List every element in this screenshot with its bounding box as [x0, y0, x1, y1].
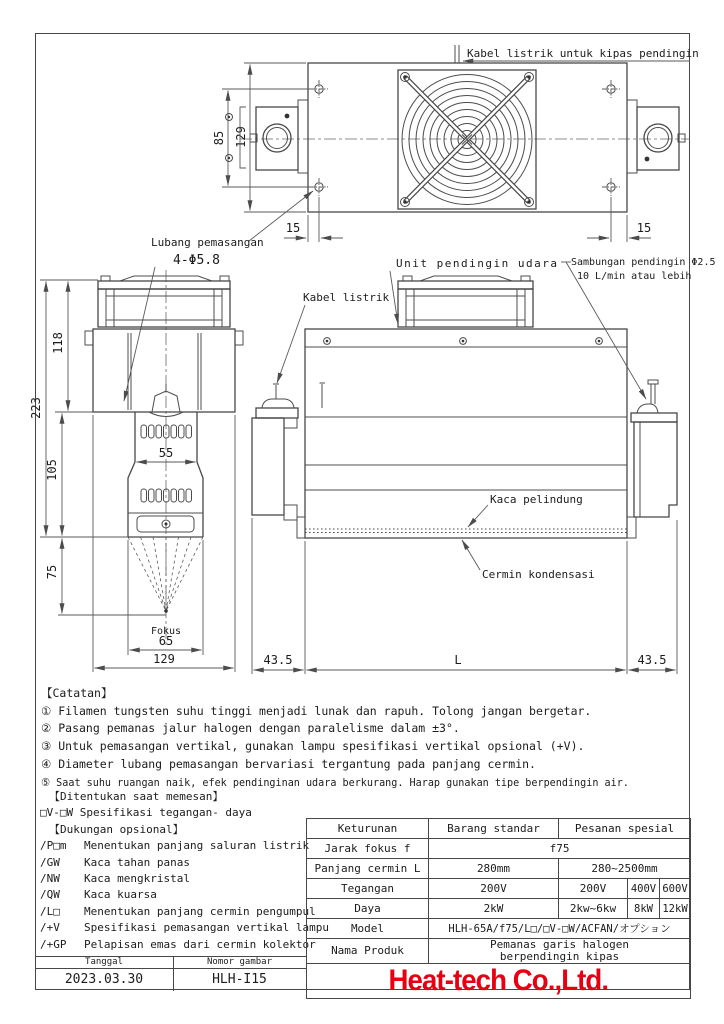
- date-label: Tanggal: [85, 957, 123, 967]
- spec-power-standard: 2kW: [429, 899, 559, 919]
- focus-label: Fokus: [150, 626, 182, 637]
- cooling-unit-label: Unit pendingin udara: [396, 257, 559, 270]
- order-title: 【Ditentukan saat memesan】: [49, 790, 224, 803]
- spec-power-sp2: 8kW: [628, 899, 660, 919]
- date-value: 2023.03.30: [64, 972, 144, 987]
- dim-L: L: [454, 653, 462, 667]
- option-row: [40, 920, 330, 936]
- spec-mirror-standard: 280mm: [429, 859, 559, 879]
- glass-label: Kaca pelindung: [490, 493, 583, 506]
- product-name-line1: Pemanas garis halogen: [489, 938, 630, 951]
- dim-129-top: 129: [234, 126, 248, 148]
- option-code: /+GP: [40, 937, 67, 951]
- dim-43-5-right: 43.5: [637, 653, 667, 667]
- spec-product-label: Nama Produk: [307, 939, 429, 964]
- dim-105: 105: [45, 459, 59, 481]
- dim-223: 223: [29, 397, 43, 419]
- dim-15-left: 15: [285, 221, 301, 235]
- spec-mirror-label: Panjang cermin L: [307, 859, 429, 879]
- spec-voltage-sp2: 400V: [628, 879, 660, 899]
- dim-118: 118: [51, 332, 65, 354]
- product-name-line2: berpendingin kipas: [499, 950, 620, 963]
- option-text: Menentukan panjang saluran listrik: [84, 839, 310, 853]
- dim-85: 85: [212, 130, 226, 146]
- option-text: Kaca tahan panas: [84, 855, 190, 869]
- drawing-number-value: HLH-I15: [212, 972, 267, 987]
- option-text: Kaca kuarsa: [84, 888, 157, 902]
- spec-focal-value: f75: [429, 839, 691, 859]
- note-item: ④ Diameter lubang pemasangan bervariasi tergantung pada panjang cermin.: [41, 756, 536, 771]
- right-connector: [631, 380, 677, 517]
- fan-grille-icon: [398, 70, 536, 209]
- option-row: [40, 937, 316, 953]
- mounting-hole-size-label: 4-Φ5.8: [173, 253, 220, 268]
- spec-header-standard: Barang standar: [429, 819, 559, 839]
- screw-dot: [285, 114, 290, 119]
- spec-header-type: Keturunan: [307, 819, 429, 839]
- company-logo: [307, 964, 691, 999]
- title-block: [35, 956, 306, 991]
- dim-75: 75: [45, 564, 59, 580]
- dim-65: 65: [158, 634, 174, 648]
- option-code: /QW: [40, 888, 60, 902]
- note-item: ② Pasang pemanas jalur halogen dengan paralelisme dalam ±3°.: [41, 721, 460, 736]
- mounting-hole-label: Lubang pemasangan: [151, 236, 264, 249]
- options-section: [40, 789, 330, 953]
- option-row: [40, 855, 304, 871]
- coolant-label-1: Sambungan pendingin Φ2.5: [571, 257, 716, 268]
- dim-43-5-left: 43.5: [263, 653, 293, 667]
- option-text: Kaca mengkristal: [84, 872, 190, 886]
- option-text: Menentukan panjang cermin pengumpul: [84, 904, 316, 918]
- spec-model-label: Model: [307, 919, 429, 939]
- option-row: [40, 871, 304, 887]
- option-code: /+V: [40, 921, 60, 935]
- mirror-label: Cermin kondensasi: [482, 568, 595, 581]
- front-view: [252, 257, 716, 674]
- order-item: □V-□W Spesifikasi tegangan- daya: [40, 806, 252, 820]
- dim-15-right: 15: [636, 221, 652, 235]
- drawing-number-label: Nomor gambar: [206, 957, 273, 967]
- spec-power-sp1: 2kw~6kw: [559, 899, 628, 919]
- option-row: [40, 887, 304, 903]
- optional-title: 【Dukungan opsional】: [49, 822, 184, 836]
- option-code: /P□m: [40, 839, 67, 853]
- option-code: /GW: [40, 855, 60, 869]
- spec-table: [306, 818, 691, 999]
- spec-voltage-sp1: 200V: [559, 879, 628, 899]
- option-text: Pelapisan emas dari cermin kolektor: [84, 937, 316, 951]
- spec-voltage-sp3: 600V: [660, 879, 691, 899]
- option-row: [40, 904, 316, 920]
- note-item: ① Filamen tungsten suhu tinggi menjadi lunak dan rapuh. Tolong jangan bergetar.: [41, 703, 592, 718]
- notes-section: [41, 685, 689, 791]
- power-cable-label: Kabel listrik: [303, 291, 390, 304]
- note-item: ⑤ Saat suhu ruangan naik, efek pendinginan udara berkurang. Harap gunakan tipe berpendingin air.: [41, 775, 629, 789]
- top-screws: [324, 338, 603, 345]
- option-code: /L□: [40, 904, 60, 918]
- dim-129-side: 129: [153, 652, 175, 666]
- spec-model-value: HLH-65A/f75/L□/□V-□W/ACFAN/オプション: [429, 919, 691, 939]
- screw-dot: [645, 157, 650, 162]
- spec-power-label: Daya: [307, 899, 429, 919]
- notes-title: 【Catatan】: [41, 686, 113, 700]
- dim-55: 55: [158, 446, 174, 460]
- spec-product-value: [429, 939, 691, 964]
- spec-mirror-special: 280~2500mm: [559, 859, 691, 879]
- left-connector: [252, 384, 298, 520]
- option-row: [40, 838, 310, 854]
- spec-voltage-label: Tegangan: [307, 879, 429, 899]
- spec-power-sp3: 12kW: [660, 899, 691, 919]
- spec-voltage-standard: 200V: [429, 879, 559, 899]
- top-view: [151, 45, 699, 249]
- focus-cone: [128, 537, 203, 613]
- company-logo-text: Heat-tech Co.,Ltd.: [388, 964, 609, 997]
- spec-header-special: Pesanan spesial: [559, 819, 691, 839]
- spec-focal-label: Jarak fokus f: [307, 839, 429, 859]
- fan-cable-label: Kabel listrik untuk kipas pendingin: [467, 47, 699, 60]
- option-text: Spesifikasi pemasangan vertikal lampu: [84, 921, 330, 935]
- side-view: [29, 253, 243, 672]
- option-code: /NW: [40, 872, 60, 886]
- note-item: ③ Untuk pemasangan vertikal, gunakan lampu spesifikasi vertikal opsional (+V).: [41, 739, 585, 754]
- coolant-label-2: 10 L/min atau lebih: [577, 271, 692, 282]
